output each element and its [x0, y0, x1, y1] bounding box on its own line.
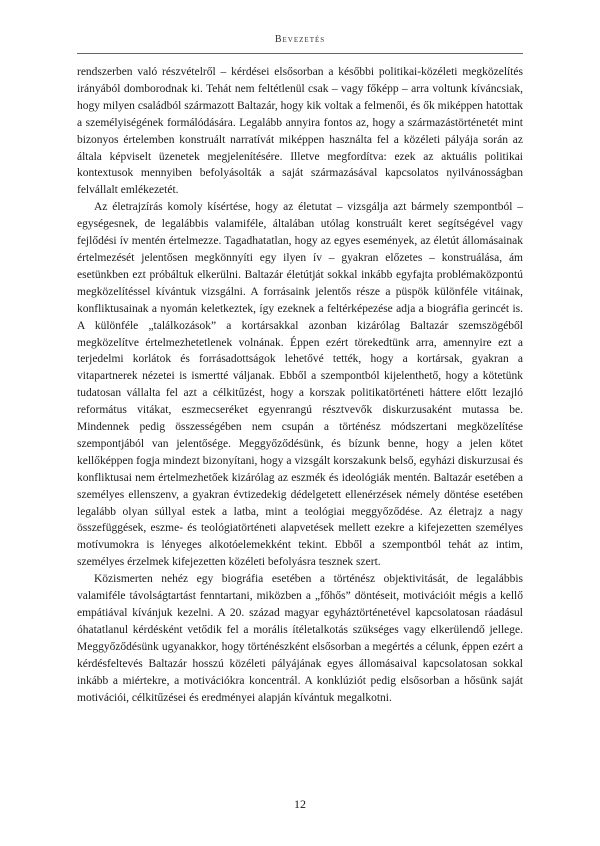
paragraph: Az életrajzírás komoly kísértése, hogy az életutat – vizsgálja azt bármely szempontból – egységesnek, de legalábbis valamiféle, általában utólag konstruált keret segítségével vagy fejlődési ív mentén értelmezze. Tagadhatatlan, hogy az egyes események, az életút állomásainak értelmezését jelentősen megkönnyíti egy ilyen ív – gyakran előzetes – konstruálása, ám esetünkben ezt próbáltuk elkerülni. Baltazár életútját sokkal inkább egyfajta problémaközpontú megközelítéssel kívántuk vizsgálni. A forrásaink jelentős része a püspök különféle vitáinak, konfliktusainak a nyomán keletkeztek, így ezeknek a feltérképezése adja a biográfia gerincét is. A különféle „találkozások” a kortársakkal azonban kizárólag Baltazár szemszögéből megközelítve értelmezhetetlenek volnának. Éppen ezért törekedtünk arra, amennyire ezt a terjedelmi korlátok és forrásadottságok lehetővé tették, hogy a kortársak, gyakran a vitapartnerek nézetei is ismertté váljanak. Ebből a szempontból kijelenthető, hogy a kötetünk tudatosan vállalta fel azt a célkitűzést, hogy a korszak politikatörténeti háttere előtt lezajló református vitákat, eszmecseréket egyenrangú résztvevők diskurzusaként mutassa be. Mindennek pedig összességében nem csupán a történész módszertani megközelítése szempontjából van jelentősége. Meggyőződésünk, és bízunk benne, hogy a jelen kötet kellőképpen fogja mindezt bizonyítani, hogy a vizsgált korszakunk belső, egyházi diskurzusai és konfliktusai nem értelmezhetőek kizárólag az eszmék és ideológiák mentén. Baltazár esetében a személyes ellenszenv, a gyakran évtizedekig dédelgetett ellenérzések némely döntése esetében legalább olyan súllyal estek a latba, mint a teológiai meggyőződése. Az életrajz a nagy összefüggések, eszme- és teológiatörténeti alapvetések mellett ezekre a kifejezetten személyes motívumokra is lényeges alkotóelemekként tekint. Ebből a szempontból tehát az intim, személyes érzelmek kifejezetten közéleti befolyásra tesznek szert. [77, 201, 523, 569]
paragraph-continued: rendszerben való részvételről – kérdései elsősorban a későbbi politikai-közéleti megközelítés irányából domborodnak ki. Tehát nem feltétlenül csak – vagy főképp – arra voltunk kíváncsiak, hogy milyen családból származott Baltazár, hogy kik voltak a felmenői, és ők miképpen hatottak a személyiségének formálódására. Legalább annyira fontos az, hogy a származástörténetét mint bizonyos értelemben konstruált narratívát miképpen használta fel a közéleti pályája során az általa képviselt üzenetek megjelenítésére. Illetve megfordítva: ezek az aktuális politikai kontextusok mennyiben befolyásolták a saját származásával kapcsolatos nyilvánosságban felvállalt emlékezetét. [77, 66, 523, 197]
running-header: Bevezetés [274, 34, 326, 45]
header-rule [77, 53, 523, 54]
paragraph: Közismerten nehéz egy biográfia esetében a történész objektivitását, de legalábbis valamiféle távolságtartást fenntartani, miközben a „főhős” döntéseit, motivációit mégis a kellő empátiával kívánjuk kezelni. A 20. század magyar egyháztörténetével kapcsolatosan ráadásul óhatatlanul kérdésként vetődik fel a morális ítéletalkotás szükséges vagy elkerülendő jellege. Meggyőződésünk ugyanakkor, hogy történészként elsősorban a megértés a célunk, éppen ezért a kérdésfeltevés Baltazár hosszú közéleti pályájának egyes állomásaival kapcsolatosan sokkal inkább a miértekre, a motivációkra koncentrál. A konklúziót pedig elsősorban a hősünk saját motivációi, célkitűzései és eredményei alapján kívántuk megalkotni. [77, 573, 523, 704]
page-number: 12 [294, 797, 306, 811]
body-text [77, 64, 523, 706]
